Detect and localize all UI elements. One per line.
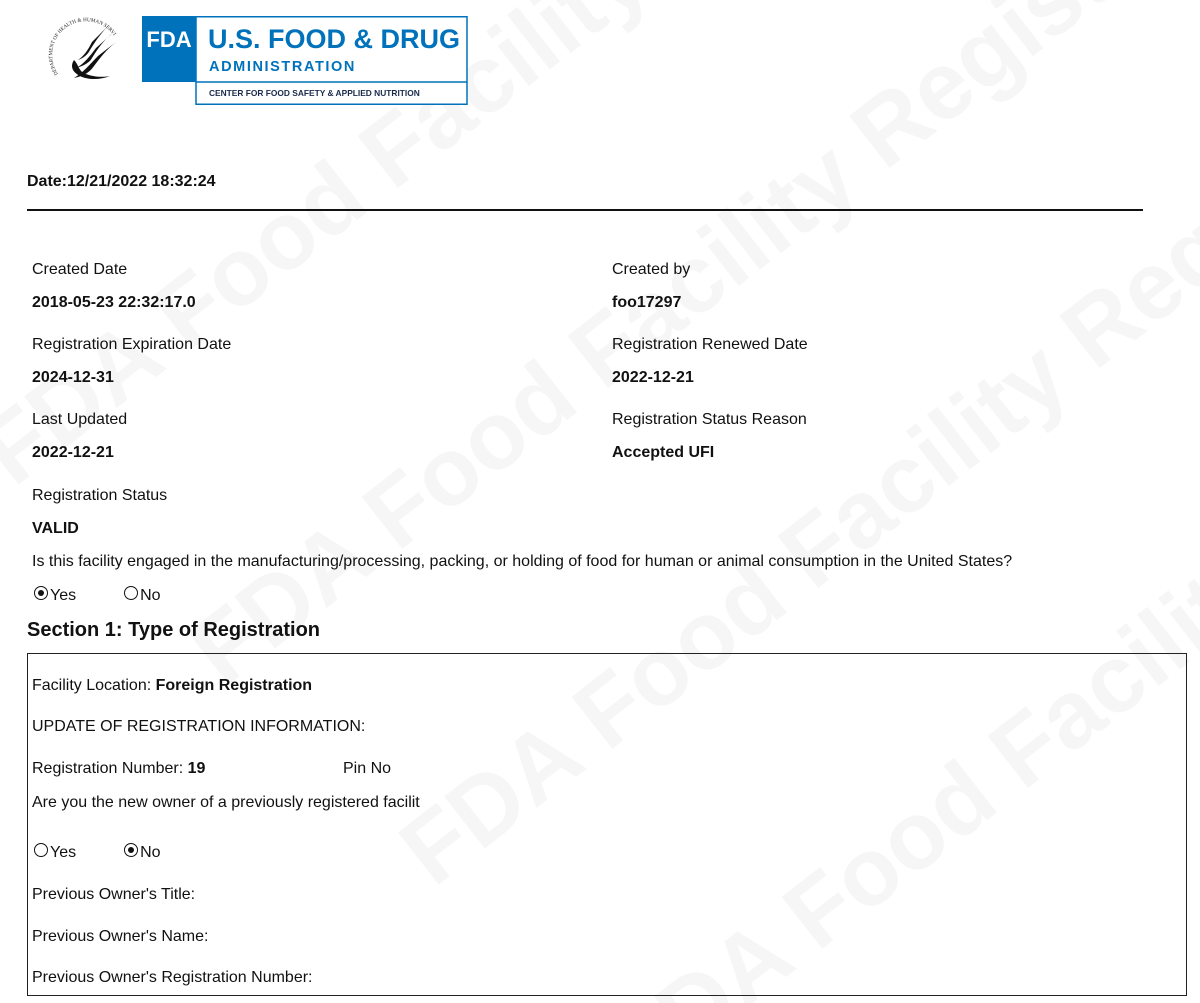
last-updated-label: Last Updated — [32, 411, 128, 428]
logo-line-3: CENTER FOR FOOD SAFETY & APPLIED NUTRITION — [209, 88, 420, 98]
created-by-label: Created by — [612, 261, 691, 278]
created-date-label: Created Date — [32, 261, 128, 278]
section-1-title: Section 1: Type of Registration — [27, 619, 320, 641]
registration-status-value: VALID — [32, 520, 79, 537]
renewed-date-label: Registration Renewed Date — [612, 336, 808, 353]
fda-badge-text: FDA — [146, 27, 192, 52]
new-owner-yes-radio[interactable] — [34, 843, 48, 857]
new-owner-radio-group — [34, 841, 161, 859]
logo-line-2: ADMINISTRATION — [209, 59, 356, 75]
header-divider — [27, 209, 1143, 211]
status-reason-label: Registration Status Reason — [612, 411, 807, 428]
update-heading: UPDATE OF REGISTRATION INFORMATION: — [32, 718, 366, 735]
pin-label: Pin No — [343, 760, 392, 777]
new-owner-yes-label: Yes — [50, 844, 77, 861]
fda-logo — [142, 16, 468, 105]
renewed-date-value: 2022-12-21 — [612, 369, 694, 386]
previous-owner-registration-label: Previous Owner's Registration Number: — [32, 969, 313, 986]
last-updated-value: 2022-12-21 — [32, 444, 114, 461]
us-facility-yes-radio[interactable] — [34, 586, 48, 600]
registration-number-row — [32, 760, 205, 778]
new-owner-no-radio[interactable] — [124, 843, 138, 857]
status-reason-value: Accepted UFI — [612, 444, 715, 461]
facility-location-row — [32, 677, 312, 695]
expiration-date-value: 2024-12-31 — [32, 369, 114, 386]
registration-number-value: 19 — [187, 760, 206, 777]
report-date: Date:12/21/2022 18:32:24 — [27, 173, 216, 190]
expiration-date-label: Registration Expiration Date — [32, 336, 232, 353]
new-owner-question: Are you the new owner of a previously registered facilit — [32, 794, 420, 811]
facility-location-value: Foreign Registration — [155, 677, 313, 694]
us-facility-no-label: No — [140, 587, 161, 604]
previous-owner-title-label: Previous Owner's Title: — [32, 886, 196, 903]
registration-status-label: Registration Status — [32, 487, 168, 504]
registration-number-label: Registration Number: — [32, 760, 184, 777]
created-date-value: 2018-05-23 22:32:17.0 — [32, 294, 196, 311]
facility-location-label: Facility Location: — [32, 677, 152, 694]
seal-text: DEPARTMENT OF HEALTH & HUMAN SERVI — [48, 17, 118, 77]
previous-owner-name-label: Previous Owner's Name: — [32, 928, 209, 945]
hhs-seal-icon — [44, 14, 124, 90]
us-facility-question: Is this facility engaged in the manufacturing/processing, packing, or holding of food for human or animal consumption in the United States? — [32, 553, 1013, 570]
us-facility-radio-group — [34, 584, 161, 602]
us-facility-no-radio[interactable] — [124, 586, 138, 600]
us-facility-yes-label: Yes — [50, 587, 77, 604]
created-by-value: foo17297 — [612, 294, 682, 311]
logo-line-1: U.S. FOOD & DRUG — [208, 24, 461, 54]
svg-text:DEPARTMENT OF HEALTH & HUMAN S — [44, 14, 117, 76]
new-owner-no-label: No — [140, 844, 161, 861]
